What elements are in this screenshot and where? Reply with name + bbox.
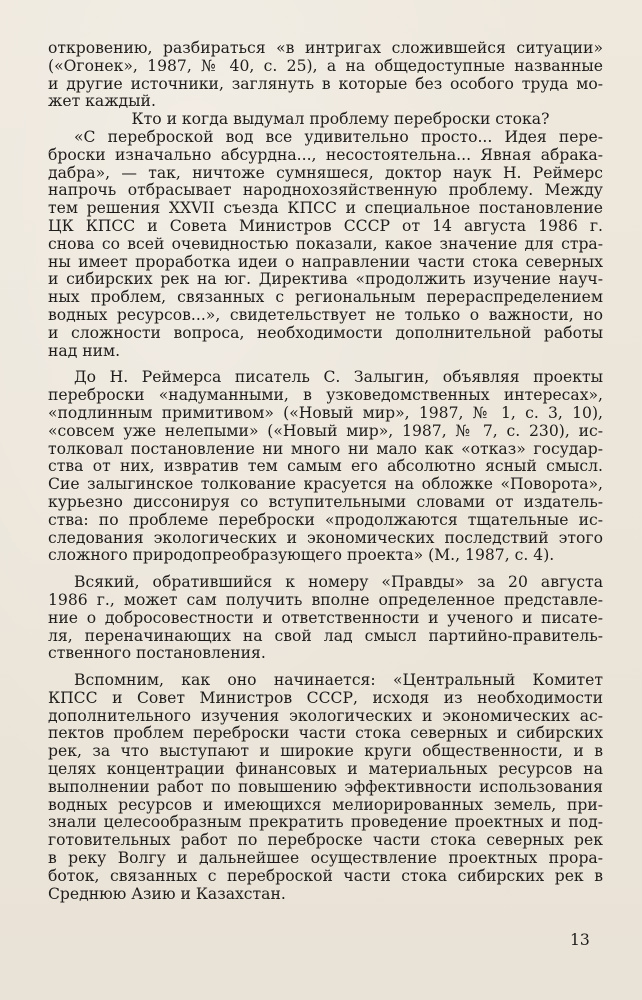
text-line: Среднюю Азию и Казахстан. xyxy=(48,884,286,903)
text-line: броски изначально абсурдна..., несостоятельна... Явная абрака- xyxy=(48,145,603,164)
text-line: «совсем уже нелепыми» («Новый мир», 1987, № 7, с. 230), ис- xyxy=(48,421,603,440)
text-line: следования экологических и экономических последствий этого xyxy=(48,528,603,547)
text-line: в реку Волгу и дальнейшее осуществление проектных прора- xyxy=(48,849,603,868)
text-line: откровению, разбираться «в интригах сложившейся ситуации» xyxy=(48,39,603,57)
text-line: Всякий, обратившийся к номеру «Правды» за 20 августа xyxy=(74,573,603,592)
text-line: ЦК КПСС и Совета Министров СССР от 14 августа 1986 г. xyxy=(48,216,603,235)
text-line: переброски «надуманными, в узковедомственных интересах», xyxy=(48,386,603,405)
text-line: «С переброской вод все удивительно просто... Идея пере- xyxy=(74,127,603,146)
text-line: и сибирских рек на юг. Директива «продолжить изучение науч- xyxy=(48,270,603,289)
text-line: целях концентрации финансовых и материальных ресурсов на xyxy=(48,760,603,779)
text-line: и другие источники, заглянуть в которые без особого труда мо- xyxy=(48,74,603,93)
text-line: сложного природопреобразующего проекта» (М., 1987, с. 4). xyxy=(48,546,555,565)
text-line: водных ресурсов...», свидетельствует не только о важности, но xyxy=(48,305,603,324)
text-line: ля, переначинающих на свой лад смысл партийно-правитель- xyxy=(48,626,603,645)
text-line: готовительных работ по переброске части стока северных рек xyxy=(48,831,603,850)
text-line: («Огонек», 1987, № 40, с. 25), а на общедоступные названные xyxy=(48,56,603,75)
text-line: ны имеет проработка идеи о направлении части стока северных xyxy=(48,252,603,271)
section-heading: Кто и когда выдумал проблему переброски стока? xyxy=(131,110,550,129)
text-line: пектов проблем переброски части стока северных и сибирских xyxy=(48,724,603,743)
text-line: жет каждый. xyxy=(48,92,156,111)
text-line: напрочь отбрасывает народнохозяйственную проблему. Между xyxy=(48,181,603,200)
text-line: 1986 г., может сам получить вполне определенное представле- xyxy=(48,590,603,609)
text-line: над ним. xyxy=(48,341,121,360)
text-line: рек, за что выступают и широкие круги общественности, и в xyxy=(48,742,603,761)
text-line: водных ресурсов и имеющихся мелиорированных земель, при- xyxy=(48,795,603,814)
text-line: знали целесообразным прекратить проведение проектных и под- xyxy=(48,813,603,832)
text-line: ственного постановления. xyxy=(48,644,266,663)
text-line: и сложности вопроса, необходимости дополнительной работы xyxy=(48,323,603,342)
page-text xyxy=(48,40,603,903)
text-line: ных проблем, связанных с региональным перераспределением xyxy=(48,288,603,307)
text-line: снова со всей очевидностью показали, какое значение для стра- xyxy=(48,234,603,253)
text-line: КПСС и Совет Министров СССР, исходя из необходимости xyxy=(48,688,603,707)
page-number: 13 xyxy=(570,931,590,949)
text-line: выполнении работ по повышению эффективности использования xyxy=(48,777,603,796)
text-line: тем решения XXVII съезда КПСС и специальное постановление xyxy=(48,199,603,218)
text-line: ства: по проблеме переброски «продолжаются тщательные ис- xyxy=(48,510,603,529)
text-line: Сие залыгинское толкование красуется на обложке «Поворота», xyxy=(48,475,603,494)
text-line: «подлинным примитивом» («Новый мир», 1987, № 1, с. 3, 10), xyxy=(48,403,603,422)
text-line: ства от них, извратив тем самым его абсолютно ясный смысл. xyxy=(48,457,603,476)
text-line: дабра», — так, ничтоже сумняшеся, доктор наук Н. Реймерс xyxy=(48,163,603,182)
text-line: курьезно диссонируя со вступительными словами от издатель- xyxy=(48,492,603,511)
text-line: До Н. Реймерса писатель С. Залыгин, объявляя проекты xyxy=(74,368,603,387)
text-line: Вспомним, как оно начинается: «Центральный Комитет xyxy=(74,671,603,690)
text-line: дополнительного изучения экологических и экономических ас- xyxy=(48,706,603,725)
text-line: боток, связанных с переброской части стока сибирских рек в xyxy=(48,866,603,885)
text-line: ние о добросовестности и ответственности и ученого и писате- xyxy=(48,608,603,627)
text-line: толковал постановление ни много ни мало как «отказ» государ- xyxy=(48,439,603,458)
